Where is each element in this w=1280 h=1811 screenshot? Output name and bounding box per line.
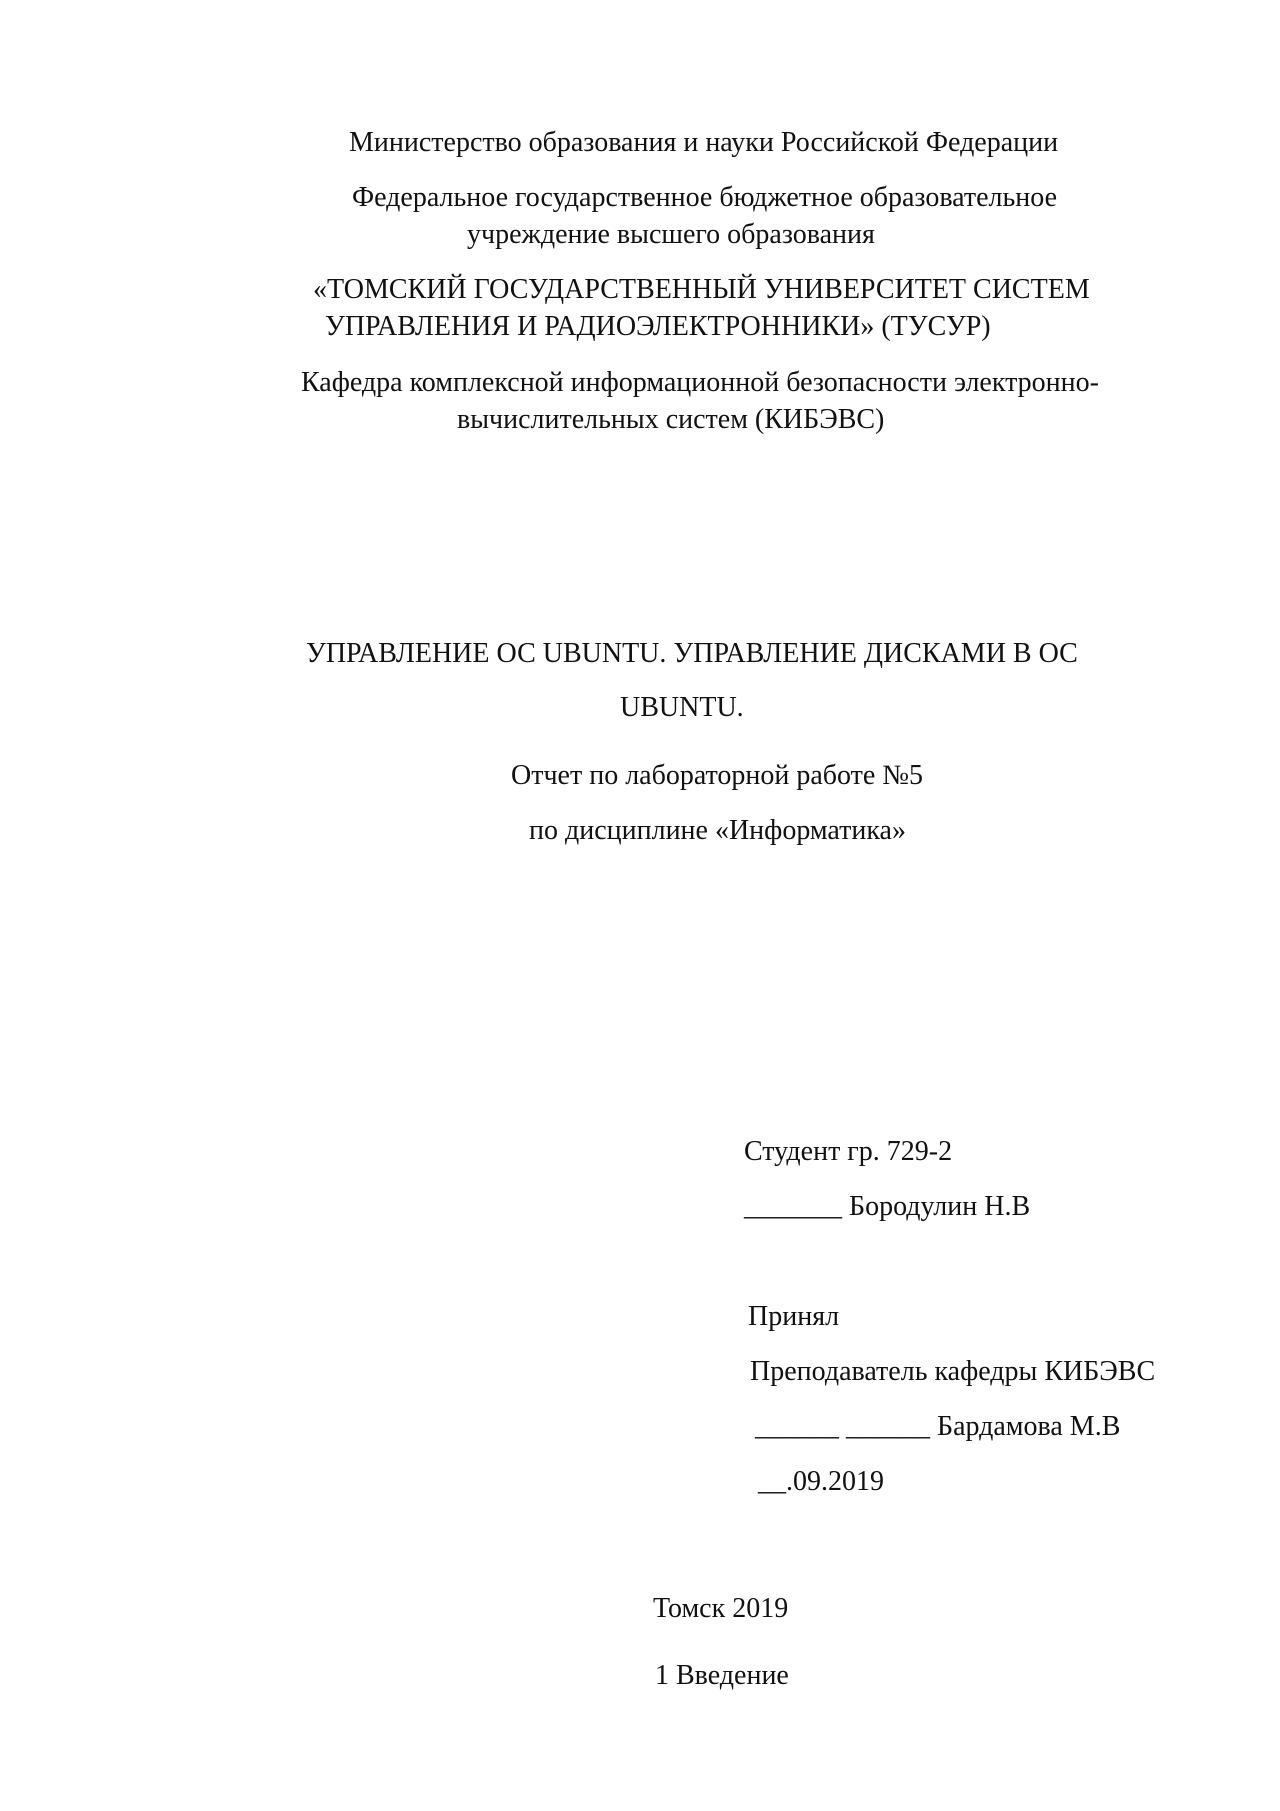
- accepted-label: Принял: [748, 1301, 840, 1332]
- university-line-2: УПРАВЛЕНИЯ И РАДИОЭЛЕКТРОННИКИ» (ТУСУР): [325, 311, 991, 342]
- section-heading: 1 Введение: [655, 1660, 789, 1691]
- teacher-signature: ______ ______ Бардамова М.В: [755, 1411, 1121, 1442]
- report-title-line-2: UBUNTU.: [620, 692, 744, 723]
- discipline-line: по дисциплине «Информатика»: [529, 815, 906, 846]
- report-title-line-1: УПРАВЛЕНИЕ ОС UBUNTU. УПРАВЛЕНИЕ ДИСКАМИ В ОС: [306, 638, 1078, 669]
- city-year: Томск 2019: [653, 1593, 789, 1624]
- institution-line-1: Федеральное государственное бюджетное образовательное: [352, 182, 1058, 213]
- report-subtitle: Отчет по лабораторной работе №5: [511, 760, 924, 791]
- department-line-1: Кафедра комплексной информационной безопасности электронно-: [301, 367, 1099, 398]
- student-signature: _______ Бородулин Н.В: [744, 1191, 1031, 1222]
- department-line-2: вычислительных систем (КИБЭВС): [457, 404, 885, 435]
- university-line-1: «ТОМСКИЙ ГОСУДАРСТВЕННЫЙ УНИВЕРСИТЕТ СИСТЕМ: [313, 274, 1090, 305]
- institution-line-2: учреждение высшего образования: [467, 219, 875, 250]
- teacher-position: Преподаватель кафедры КИБЭВС: [750, 1356, 1156, 1387]
- student-group: Студент гр. 729-2: [744, 1136, 953, 1167]
- ministry-line: Министерство образования и науки Российской Федерации: [349, 127, 1059, 158]
- signature-date: __.09.2019: [758, 1466, 884, 1497]
